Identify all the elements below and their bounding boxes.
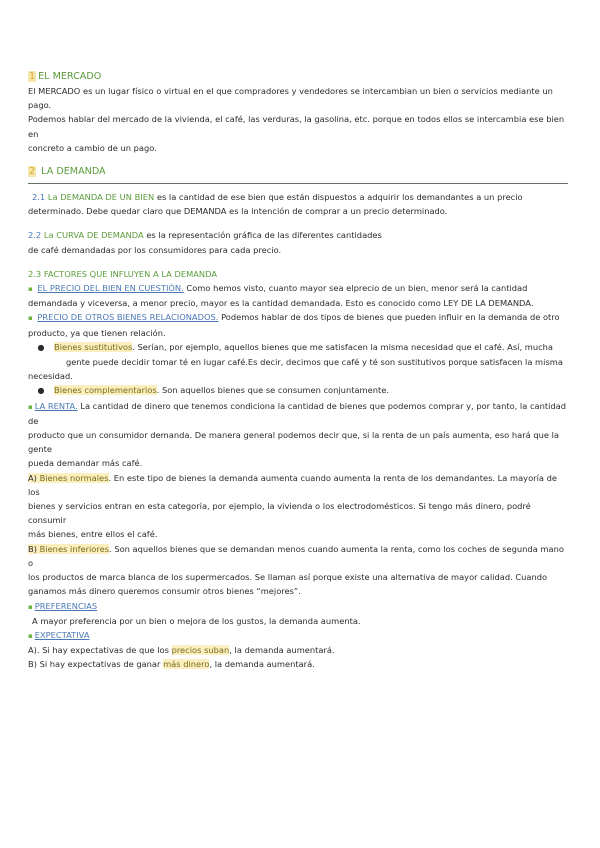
text: . En este tipo de bienes la demanda aumenta cuando aumenta la renta de los demandantes. La mayoría de los [28, 472, 557, 497]
term: La DEMANDA DE UN BIEN [47, 192, 155, 203]
text: A). Si hay expectativas de que los [28, 645, 172, 656]
expectativa-b-line [28, 657, 568, 671]
expectativa-link[interactable]: EXPECTATIVA [34, 629, 90, 640]
heading-title: LA DEMANDA [41, 166, 106, 178]
inferiores-line-3: ganamos más dinero queremos consumir otros bienes “mejores”. [28, 586, 301, 597]
normales-line-2: bienes y servicios entran en esta categoría, por ejemplo, la vivienda o los electrodomésticos. Si tengo más dinero, podré consumir [28, 501, 531, 526]
normales-label: Bienes normales [39, 472, 109, 483]
inferiores-line-2: los productos de marca blanca de los supermercados. Se llaman así porque existe una alternativa de mayor calidad. Cuando [28, 572, 548, 583]
inferiores-prefix: B) [28, 543, 40, 554]
bullet-icon: ● [37, 386, 45, 396]
sustitutivos-label: Bienes sustitutivos [54, 341, 133, 352]
curva-line-1 [28, 228, 568, 242]
heading-number: 1 [29, 71, 36, 82]
text: . Son aquellos bienes que se consumen conjuntamente. [156, 385, 389, 396]
factores-heading: 2.3 FACTORES QUE INFLUYEN A LA DEMANDA [28, 268, 218, 279]
renta-line-2: producto que un consumidor demanda. De manera general podemos decir que, si la renta de un país aumenta, eso hará que la gente [28, 430, 560, 455]
text: B) Si hay expectativas de ganar [28, 659, 164, 670]
mercado-line-2: Podemos hablar del mercado de la vivienda, el café, las verduras, la gasolina, etc. porque en todos ellos se intercambia ese bien en [28, 114, 565, 139]
renta-line-1 [28, 399, 568, 428]
text: . Son aquellos bienes que se demandan menos cuando aumenta la renta, como los coches de segunda mano o [28, 543, 564, 568]
precio-line-2: demandada y viceversa, a menor precio, mayor es la cantidad demandada. Esto es conocido como LEY DE LA DEMANDA. [28, 298, 534, 309]
expectativa-heading [28, 628, 568, 643]
mercado-line-1: El MERCADO es un lugar físico o virtual en el que compradores y vendedores se intercambian un bien o servicios mediante un pago. [28, 86, 553, 111]
inferiores-label: Bienes inferiores [39, 543, 110, 554]
preferencias-heading [28, 599, 568, 614]
divider [28, 183, 568, 184]
otros-bienes-link[interactable]: PRECIO DE OTROS BIENES RELACIONADOS. [37, 312, 219, 323]
expectativa-a-line [28, 643, 568, 657]
square-bullet-icon: ▪ [28, 314, 33, 323]
complementarios-line [28, 383, 568, 398]
square-bullet-icon: ▪ [28, 631, 33, 640]
precio-link[interactable]: EL PRECIO DEL BIEN EN CUESTIÓN. [37, 283, 184, 294]
renta-line-3: pueda demandar más café. [28, 458, 143, 469]
square-bullet-icon: ▪ [28, 602, 33, 611]
bullet-icon: ● [37, 342, 45, 352]
preferencias-link[interactable]: PREFERENCIAS [34, 600, 98, 611]
text: , la demanda aumentará. [209, 659, 315, 670]
mas-dinero-highlight: más dinero [163, 659, 210, 670]
text: , la demanda aumentará. [229, 645, 335, 656]
inferiores-line-1 [28, 542, 568, 570]
text: es la representación gráfica de las diferentes cantidades [143, 230, 382, 241]
curva-line-2: de café demandadas por los consumidores para cada precio. [28, 244, 282, 255]
otros-line-1 [28, 310, 568, 325]
text: La cantidad de dinero que tenemos condiciona la cantidad de bienes que podemos comprar y, por tanto, la cantidad de [28, 400, 567, 426]
precios-suban-highlight: precios suban [171, 645, 230, 656]
complementarios-label: Bienes complementarios [54, 385, 157, 396]
precio-line-1 [28, 281, 568, 296]
normales-prefix: A) [28, 472, 40, 483]
text: Podemos hablar de dos tipos de bienes que pueden influir en la demanda de otro [218, 312, 560, 323]
sustitutivos-line-2: gente puede decidir tomar té en lugar café.Es decir, decimos que café y té son sustitutivos porque satisfacen la misma [66, 357, 563, 368]
heading-el-mercado [28, 70, 568, 84]
sustitutivos-line-3: necesidad. [28, 371, 73, 382]
sustitutivos-line-1 [28, 340, 568, 355]
demanda-def-line-2: determinado. Debe quedar claro que DEMANDA es la intención de comprar a un precio determinado. [28, 206, 448, 217]
normales-line-3: más bienes, entre ellos el café. [28, 529, 158, 540]
otros-line-2: producto, ya que tienen relación. [28, 327, 166, 338]
section-number: 2.2 [28, 230, 42, 241]
demanda-def-line-1 [28, 190, 568, 204]
text: Como hemos visto, cuanto mayor sea elprecio de un bien, menor será la cantidad [183, 283, 528, 294]
heading-la-demanda [28, 165, 568, 179]
square-bullet-icon: ▪ [28, 285, 33, 294]
text: . Serían, por ejemplo, aquellos bienes que me satisfacen la misma necesidad que el café. Así, mucha [132, 341, 553, 352]
preferencias-line: A mayor preferencia por un bien o mejora de los gustos, la demanda aumenta. [32, 615, 361, 626]
normales-line-1 [28, 471, 568, 499]
document-page [28, 70, 568, 672]
text: es la cantidad de ese bien que están dispuestos a adquirir los demandantes a un precio [154, 192, 523, 203]
section-number: 2.1 [32, 192, 46, 203]
heading-number: 2 [29, 166, 36, 178]
mercado-line-3: concreto a cambio de un pago. [28, 142, 157, 153]
term: La CURVA DE DEMANDA [43, 230, 144, 241]
renta-link[interactable]: LA RENTA. [34, 400, 78, 411]
square-bullet-icon: ▪ [28, 402, 33, 411]
heading-title: EL MERCADO [38, 71, 102, 82]
